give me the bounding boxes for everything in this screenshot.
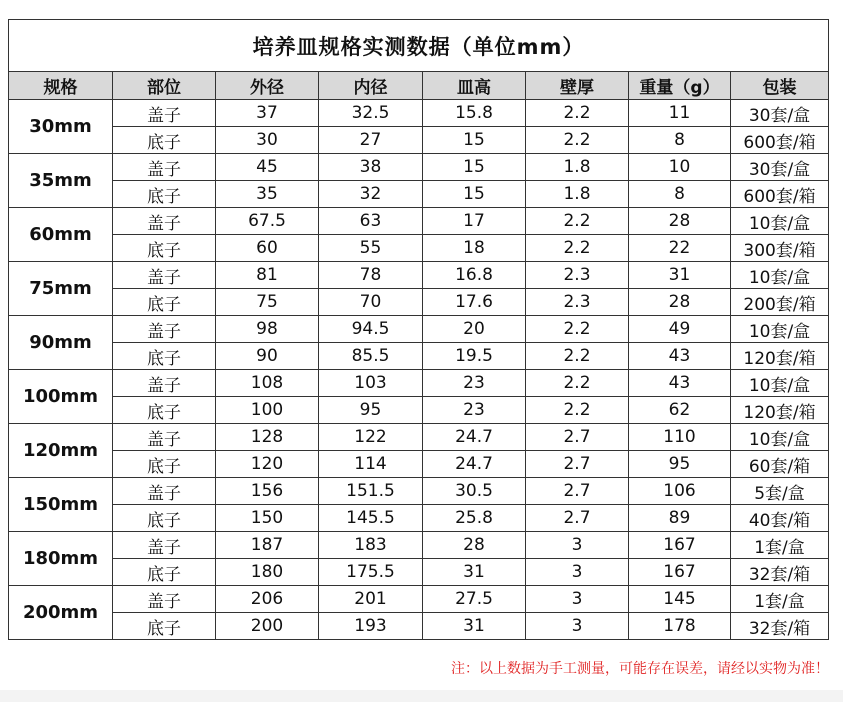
weight-cell: 167 <box>629 532 731 559</box>
part-cell: 盖子 <box>113 154 216 181</box>
wall-thickness-cell: 3 <box>526 613 629 640</box>
packaging-cell: 600套/箱 <box>731 127 829 154</box>
inner-diameter-cell: 175.5 <box>319 559 423 586</box>
part-cell: 底子 <box>113 559 216 586</box>
outer-diameter-cell: 98 <box>216 316 319 343</box>
height-cell: 31 <box>423 559 526 586</box>
height-cell: 24.7 <box>423 451 526 478</box>
weight-cell: 49 <box>629 316 731 343</box>
wall-thickness-cell: 3 <box>526 586 629 613</box>
header-outer-diameter: 外径 <box>216 72 319 100</box>
inner-diameter-cell: 78 <box>319 262 423 289</box>
outer-diameter-cell: 120 <box>216 451 319 478</box>
outer-diameter-cell: 81 <box>216 262 319 289</box>
packaging-cell: 10套/盒 <box>731 262 829 289</box>
weight-cell: 43 <box>629 343 731 370</box>
spec-cell: 150mm <box>9 478 113 532</box>
spec-cell: 60mm <box>9 208 113 262</box>
outer-diameter-cell: 200 <box>216 613 319 640</box>
inner-diameter-cell: 38 <box>319 154 423 181</box>
part-cell: 盖子 <box>113 370 216 397</box>
packaging-cell: 200套/箱 <box>731 289 829 316</box>
wall-thickness-cell: 2.2 <box>526 316 629 343</box>
header-spec: 规格 <box>9 72 113 100</box>
weight-cell: 8 <box>629 181 731 208</box>
inner-diameter-cell: 103 <box>319 370 423 397</box>
packaging-cell: 10套/盒 <box>731 370 829 397</box>
part-cell: 盖子 <box>113 532 216 559</box>
height-cell: 19.5 <box>423 343 526 370</box>
height-cell: 17.6 <box>423 289 526 316</box>
packaging-cell: 32套/箱 <box>731 559 829 586</box>
table-row <box>9 532 829 559</box>
wall-thickness-cell: 2.2 <box>526 208 629 235</box>
part-cell: 底子 <box>113 127 216 154</box>
inner-diameter-cell: 27 <box>319 127 423 154</box>
inner-diameter-cell: 193 <box>319 613 423 640</box>
weight-cell: 89 <box>629 505 731 532</box>
part-cell: 盖子 <box>113 208 216 235</box>
part-cell: 底子 <box>113 505 216 532</box>
wall-thickness-cell: 2.2 <box>526 370 629 397</box>
inner-diameter-cell: 94.5 <box>319 316 423 343</box>
part-cell: 盖子 <box>113 424 216 451</box>
table-title: 培养皿规格实测数据（单位mm） <box>9 20 829 72</box>
outer-diameter-cell: 35 <box>216 181 319 208</box>
weight-cell: 167 <box>629 559 731 586</box>
height-cell: 15 <box>423 154 526 181</box>
inner-diameter-cell: 151.5 <box>319 478 423 505</box>
table-row <box>9 100 829 127</box>
spec-table <box>8 19 829 640</box>
part-cell: 底子 <box>113 613 216 640</box>
packaging-cell: 40套/箱 <box>731 505 829 532</box>
table-row <box>9 478 829 505</box>
inner-diameter-cell: 85.5 <box>319 343 423 370</box>
part-cell: 盖子 <box>113 586 216 613</box>
table-row <box>9 235 829 262</box>
table-row <box>9 586 829 613</box>
packaging-cell: 1套/盒 <box>731 586 829 613</box>
height-cell: 23 <box>423 397 526 424</box>
height-cell: 27.5 <box>423 586 526 613</box>
packaging-cell: 10套/盒 <box>731 316 829 343</box>
weight-cell: 178 <box>629 613 731 640</box>
weight-cell: 62 <box>629 397 731 424</box>
table-row <box>9 316 829 343</box>
spec-cell: 120mm <box>9 424 113 478</box>
outer-diameter-cell: 206 <box>216 586 319 613</box>
outer-diameter-cell: 30 <box>216 127 319 154</box>
table-row <box>9 370 829 397</box>
table-row <box>9 181 829 208</box>
header-inner-diameter: 内径 <box>319 72 423 100</box>
header-part: 部位 <box>113 72 216 100</box>
wall-thickness-cell: 2.2 <box>526 100 629 127</box>
inner-diameter-cell: 95 <box>319 397 423 424</box>
height-cell: 23 <box>423 370 526 397</box>
outer-diameter-cell: 90 <box>216 343 319 370</box>
height-cell: 15 <box>423 127 526 154</box>
weight-cell: 31 <box>629 262 731 289</box>
outer-diameter-cell: 128 <box>216 424 319 451</box>
weight-cell: 28 <box>629 289 731 316</box>
wall-thickness-cell: 2.2 <box>526 397 629 424</box>
height-cell: 18 <box>423 235 526 262</box>
spec-cell: 180mm <box>9 532 113 586</box>
disclaimer-note: 注：以上数据为手工测量，可能存在误差，请经以实物为准！ <box>451 661 829 677</box>
packaging-cell: 300套/箱 <box>731 235 829 262</box>
height-cell: 15 <box>423 181 526 208</box>
weight-cell: 28 <box>629 208 731 235</box>
packaging-cell: 120套/箱 <box>731 397 829 424</box>
table-row <box>9 451 829 478</box>
inner-diameter-cell: 55 <box>319 235 423 262</box>
weight-cell: 43 <box>629 370 731 397</box>
table-body <box>9 100 829 640</box>
part-cell: 底子 <box>113 289 216 316</box>
wall-thickness-cell: 2.2 <box>526 343 629 370</box>
header-packaging: 包装 <box>731 72 829 100</box>
part-cell: 底子 <box>113 235 216 262</box>
inner-diameter-cell: 201 <box>319 586 423 613</box>
table-row <box>9 208 829 235</box>
table-row <box>9 343 829 370</box>
weight-cell: 11 <box>629 100 731 127</box>
packaging-cell: 30套/盒 <box>731 100 829 127</box>
outer-diameter-cell: 45 <box>216 154 319 181</box>
table-row <box>9 397 829 424</box>
packaging-cell: 5套/盒 <box>731 478 829 505</box>
wall-thickness-cell: 3 <box>526 559 629 586</box>
part-cell: 底子 <box>113 397 216 424</box>
height-cell: 20 <box>423 316 526 343</box>
weight-cell: 145 <box>629 586 731 613</box>
wall-thickness-cell: 1.8 <box>526 181 629 208</box>
inner-diameter-cell: 70 <box>319 289 423 316</box>
wall-thickness-cell: 2.7 <box>526 451 629 478</box>
bottom-strip <box>0 690 843 702</box>
wall-thickness-cell: 2.2 <box>526 235 629 262</box>
height-cell: 16.8 <box>423 262 526 289</box>
header-weight: 重量（g） <box>629 72 731 100</box>
height-cell: 31 <box>423 613 526 640</box>
height-cell: 28 <box>423 532 526 559</box>
packaging-cell: 32套/箱 <box>731 613 829 640</box>
inner-diameter-cell: 122 <box>319 424 423 451</box>
table-row <box>9 613 829 640</box>
spec-cell: 35mm <box>9 154 113 208</box>
packaging-cell: 10套/盒 <box>731 208 829 235</box>
wall-thickness-cell: 2.2 <box>526 127 629 154</box>
table-row <box>9 559 829 586</box>
outer-diameter-cell: 37 <box>216 100 319 127</box>
height-cell: 15.8 <box>423 100 526 127</box>
outer-diameter-cell: 60 <box>216 235 319 262</box>
weight-cell: 106 <box>629 478 731 505</box>
header-height: 皿高 <box>423 72 526 100</box>
weight-cell: 95 <box>629 451 731 478</box>
inner-diameter-cell: 183 <box>319 532 423 559</box>
packaging-cell: 60套/箱 <box>731 451 829 478</box>
weight-cell: 110 <box>629 424 731 451</box>
inner-diameter-cell: 32 <box>319 181 423 208</box>
table-row <box>9 127 829 154</box>
wall-thickness-cell: 2.7 <box>526 505 629 532</box>
part-cell: 底子 <box>113 343 216 370</box>
outer-diameter-cell: 150 <box>216 505 319 532</box>
spec-cell: 75mm <box>9 262 113 316</box>
outer-diameter-cell: 156 <box>216 478 319 505</box>
outer-diameter-cell: 187 <box>216 532 319 559</box>
weight-cell: 22 <box>629 235 731 262</box>
height-cell: 25.8 <box>423 505 526 532</box>
part-cell: 盖子 <box>113 478 216 505</box>
packaging-cell: 30套/盒 <box>731 154 829 181</box>
packaging-cell: 600套/箱 <box>731 181 829 208</box>
header-row <box>9 72 829 100</box>
height-cell: 24.7 <box>423 424 526 451</box>
table-row <box>9 505 829 532</box>
weight-cell: 10 <box>629 154 731 181</box>
wall-thickness-cell: 2.7 <box>526 424 629 451</box>
outer-diameter-cell: 108 <box>216 370 319 397</box>
spec-cell: 200mm <box>9 586 113 640</box>
spec-cell: 100mm <box>9 370 113 424</box>
table-row <box>9 289 829 316</box>
spec-cell: 30mm <box>9 100 113 154</box>
packaging-cell: 10套/盒 <box>731 424 829 451</box>
part-cell: 底子 <box>113 451 216 478</box>
outer-diameter-cell: 100 <box>216 397 319 424</box>
part-cell: 底子 <box>113 181 216 208</box>
part-cell: 盖子 <box>113 262 216 289</box>
wall-thickness-cell: 2.3 <box>526 262 629 289</box>
header-wall-thickness: 壁厚 <box>526 72 629 100</box>
outer-diameter-cell: 180 <box>216 559 319 586</box>
table-row <box>9 154 829 181</box>
packaging-cell: 1套/盒 <box>731 532 829 559</box>
wall-thickness-cell: 3 <box>526 532 629 559</box>
height-cell: 30.5 <box>423 478 526 505</box>
height-cell: 17 <box>423 208 526 235</box>
inner-diameter-cell: 63 <box>319 208 423 235</box>
wall-thickness-cell: 1.8 <box>526 154 629 181</box>
outer-diameter-cell: 67.5 <box>216 208 319 235</box>
inner-diameter-cell: 32.5 <box>319 100 423 127</box>
part-cell: 盖子 <box>113 100 216 127</box>
packaging-cell: 120套/箱 <box>731 343 829 370</box>
inner-diameter-cell: 114 <box>319 451 423 478</box>
wall-thickness-cell: 2.7 <box>526 478 629 505</box>
part-cell: 盖子 <box>113 316 216 343</box>
wall-thickness-cell: 2.3 <box>526 289 629 316</box>
table-row <box>9 424 829 451</box>
outer-diameter-cell: 75 <box>216 289 319 316</box>
spec-cell: 90mm <box>9 316 113 370</box>
inner-diameter-cell: 145.5 <box>319 505 423 532</box>
table-row <box>9 262 829 289</box>
weight-cell: 8 <box>629 127 731 154</box>
